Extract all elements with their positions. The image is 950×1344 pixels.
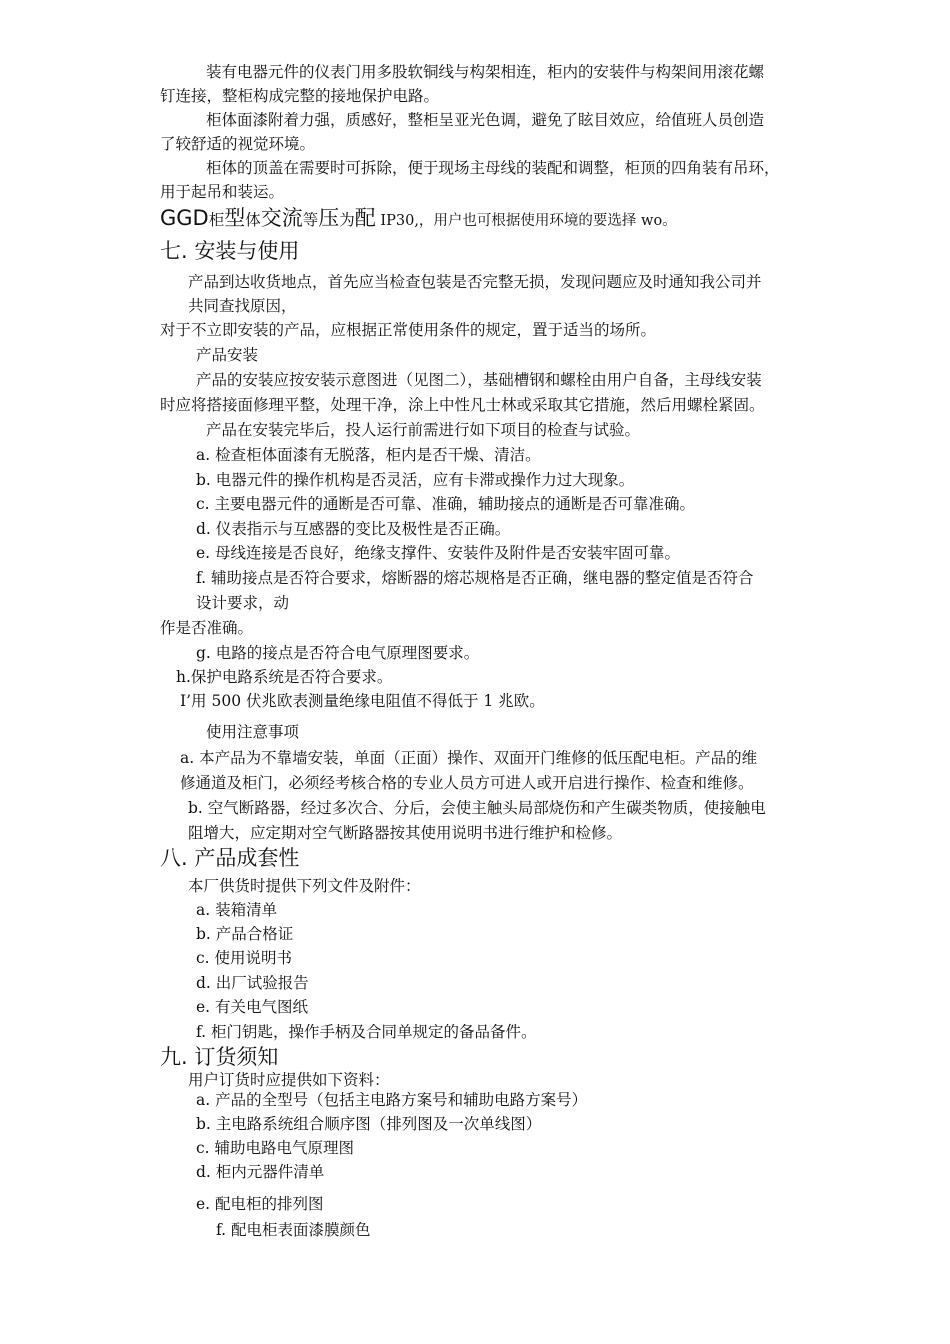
installation-paragraph-line-2: 时应将搭接面修理平整，处理干净，涂上中性凡士林或采取其它措施，然后用螺栓紧固。: [160, 396, 765, 414]
ggd-text-segment: 交流: [260, 206, 303, 230]
ggd-text-segment: 体: [245, 211, 261, 229]
section-7-paragraph-1-line-2: 共同查找原因，: [188, 297, 297, 315]
subheading-product-installation: 产品安装: [196, 346, 259, 364]
section-9-item-b: b. 主电路系统组合顺序图（排列图及一次单线图）: [196, 1115, 542, 1133]
ggd-text-segment: 柜: [208, 211, 225, 229]
note-a-line-2: 修通道及柜门，必须经考核合格的专业人员方可进人或开启进行操作、检查和维修。: [180, 774, 754, 792]
intro-paragraph-1-line-2: 钉连接，整柜构成完整的接地保护电路。: [160, 87, 440, 105]
ggd-model-text: GGD: [160, 206, 209, 230]
ggd-text-segment: 等: [302, 211, 319, 229]
ggd-text-segment: 为: [339, 211, 355, 229]
intro-paragraph-2-line-2: 了较舒适的视觉环境。: [160, 135, 316, 153]
intro-paragraph-3-line-2: 用于起吊和装运。: [160, 183, 285, 201]
inspection-intro: 产品在安装完毕后，投人运行前需进行如下项目的检查与试验。: [206, 421, 641, 439]
section-8-item-b: b. 产品合格证: [196, 925, 294, 943]
check-item-f-line-2: 设计要求，动: [196, 594, 290, 612]
section-9-item-e: e. 配电柜的排列图: [196, 1195, 324, 1213]
check-item-h: h.保护电路系统是否符合要求。: [176, 668, 393, 686]
section-8-item-c: c. 使用说明书: [196, 949, 293, 967]
section-9-item-f: f. 配电柜表面漆膜颜色: [216, 1221, 371, 1239]
section-8-intro: 本厂供货时提供下列文件及附件：: [188, 877, 421, 895]
section-8-item-f: f. 柜门钥匙，操作手柄及合同单规定的备品备件。: [196, 1023, 537, 1041]
check-item-f-line-3: 作是否准确。: [160, 619, 254, 637]
check-item-e: e. 母线连接是否良好，绝缘支撑件、安装件及附件是否安装牢固可靠。: [196, 544, 681, 562]
check-item-b: b. 电器元件的操作机构是否灵活，应有卡滞或操作力过大现象。: [196, 471, 635, 489]
section-7-heading: 七. 安装与使用: [160, 239, 300, 263]
check-item-a: a. 检查柜体面漆有无脱落，柜内是否干燥、清洁。: [196, 446, 541, 464]
section-8-item-a: a. 装箱清单: [196, 901, 278, 919]
ggd-text-segment: IP30,，用户也可根据使用环境的要选择 wo。: [375, 213, 677, 229]
section-8-item-e: e. 有关电气图纸: [196, 998, 309, 1016]
installation-paragraph-line-1: 产品的安装应按安装示意图进（见图二），基础槽钢和螺栓由用户自备，主母线安装: [196, 371, 762, 389]
ggd-protection-line: [160, 208, 677, 231]
note-b-line-2: 阻增大，应定期对空气断路器按其使用说明书进行维护和检修。: [188, 824, 623, 842]
subheading-usage-notes: 使用注意事项: [206, 723, 300, 741]
section-9-item-a: a. 产品的全型号（包括主电路方案号和辅助电路方案号）: [196, 1091, 588, 1109]
ggd-text-segment: 配: [354, 206, 376, 230]
section-8-heading: 八. 产品成套性: [160, 846, 300, 870]
section-7-paragraph-2: 对于不立即安装的产品，应根据正常使用条件的规定，置于适当的场所。: [160, 321, 657, 339]
intro-paragraph-1-line-1: 装有电器元件的仪表门用多股软铜线与构架相连，柜内的安装件与构架间用滚花螺: [206, 63, 765, 81]
note-a-line-1: a. 本产品为不靠墙安装，单面（正面）操作、双面开门维修的低压配电柜。产品的维: [180, 749, 758, 767]
section-8-item-d: d. 出厂试验报告: [196, 974, 309, 992]
intro-paragraph-3-line-1: 柜体的顶盖在需要时可拆除，便于现场主母线的装配和调整，柜顶的四角装有吊环，: [206, 159, 780, 177]
check-item-i: I’用 500 伏兆欧表测量绝缘电阻值不得低于 1 兆欧。: [180, 692, 545, 710]
section-9-heading: 九. 订货须知: [160, 1045, 279, 1069]
section-7-paragraph-1-line-1: 产品到达收货地点，首先应当检查包装是否完整无损，发现问题应及时通知我公司并: [188, 273, 762, 291]
section-9-intro: 用户订货时应提供如下资料：: [188, 1071, 390, 1089]
note-b-line-1: b. 空气断路器，经过多次合、分后，会使主触头局部烧伤和产生碳类物质，使接触电: [188, 799, 766, 817]
check-item-c: c. 主要电器元件的通断是否可靠、准确，辅助接点的通断是否可靠准确。: [196, 495, 696, 513]
check-item-g: g. 电路的接点是否符合电气原理图要求。: [196, 644, 480, 662]
ggd-text-segment: 压: [318, 206, 340, 230]
section-9-item-d: d. 柜内元器件清单: [196, 1163, 325, 1181]
ggd-text-segment: 型: [224, 206, 246, 230]
section-9-item-c: c. 辅助电路电气原理图: [196, 1139, 355, 1157]
intro-paragraph-2-line-1: 柜体面漆附着力强，质感好，整柜呈亚光色调，避免了眩目效应，给值班人员创造: [206, 111, 765, 129]
check-item-d: d. 仪表指示与互感器的变比及极性是否正确。: [196, 520, 511, 538]
check-item-f-line-1: f. 辅助接点是否符合要求，熔断器的熔芯规格是否正确，继电器的整定值是否符合: [196, 569, 754, 587]
